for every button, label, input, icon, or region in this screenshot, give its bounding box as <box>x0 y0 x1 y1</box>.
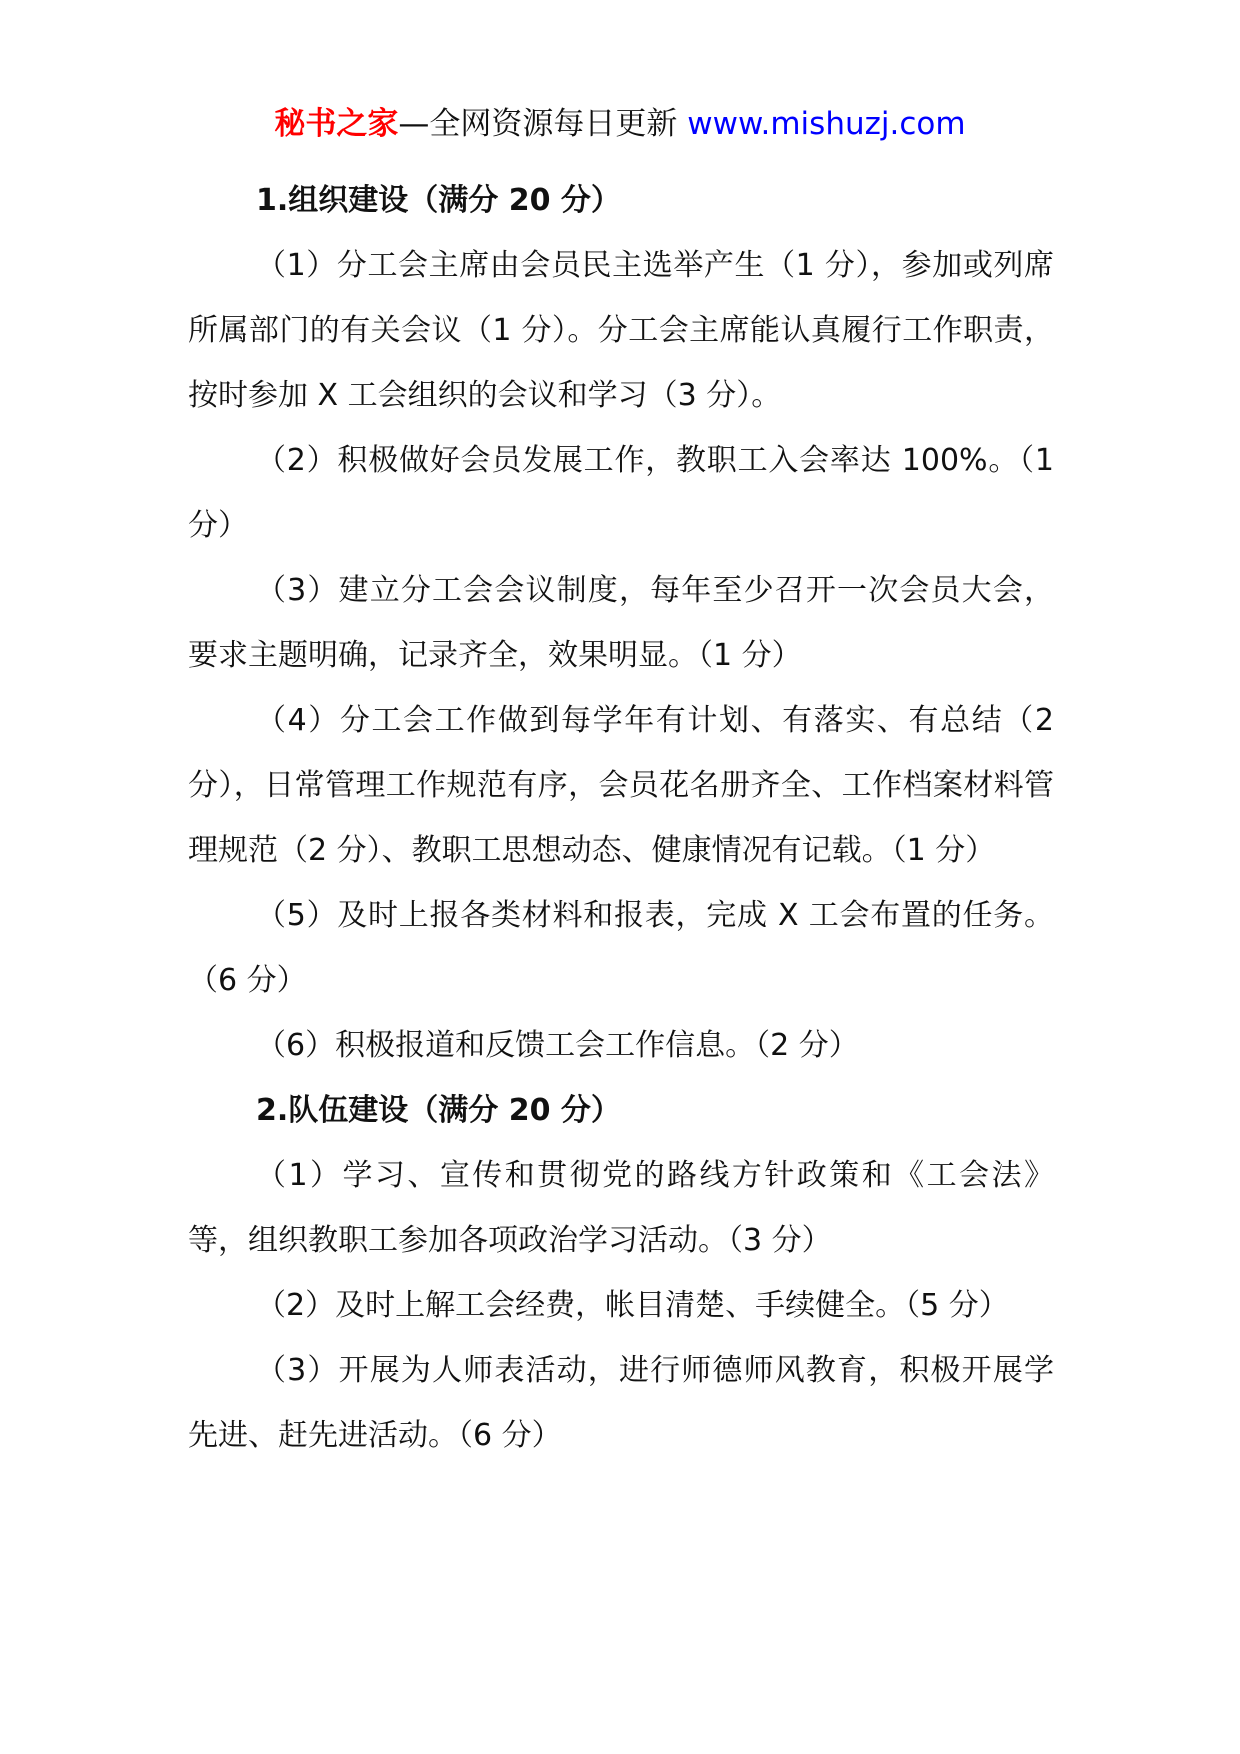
list-item: （2）及时上解工会经费，帐目清楚、手续健全。（5 分） <box>256 1288 1009 1323</box>
site-header <box>0 102 1240 146</box>
list-item: （5）及时上报各类材料和报表，完成 X 工会布置的任务。（6 分） <box>188 898 1054 998</box>
list-item: （1）分工会主席由会员民主选举产生（1 分），参加或列席所属部门的有关会议（1 分）。分工会主席能认真履行工作职责，按时参加 X 工会组织的会议和学习（3 分）。 <box>188 248 1054 413</box>
list-item: （3）开展为人师表活动，进行师德师风教育，积极开展学先进、赶先进活动。（6 分） <box>188 1353 1054 1453</box>
list-item: （2）积极做好会员发展工作，教职工入会率达 100%。（1 分） <box>188 443 1054 543</box>
brand-name: 秘书之家 <box>274 106 399 142</box>
list-item: （4）分工会工作做到每学年有计划、有落实、有总结（2 分），日常管理工作规范有序，会员花名册齐全、工作档案材料管理规范（2 分）、教职工思想动态、健康情况有记载。（1 分） <box>188 703 1054 868</box>
list-item: （3）建立分工会会议制度，每年至少召开一次会员大会，要求主题明确，记录齐全，效果明显。（1 分） <box>188 573 1054 673</box>
section-heading-organization: 1.组织建设（满分 20 分） <box>256 183 621 218</box>
section-heading-team: 2.队伍建设（满分 20 分） <box>256 1093 621 1128</box>
header-tagline: —全网资源每日更新 <box>398 106 688 142</box>
document-body <box>188 168 1054 1468</box>
site-url-link[interactable]: www.mishuzj.com <box>687 106 966 142</box>
list-item: （1）学习、宣传和贯彻党的路线方针政策和《工会法》等，组织教职工参加各项政治学习活动。（3 分） <box>188 1158 1054 1258</box>
list-item: （6）积极报道和反馈工会工作信息。（2 分） <box>256 1028 859 1063</box>
